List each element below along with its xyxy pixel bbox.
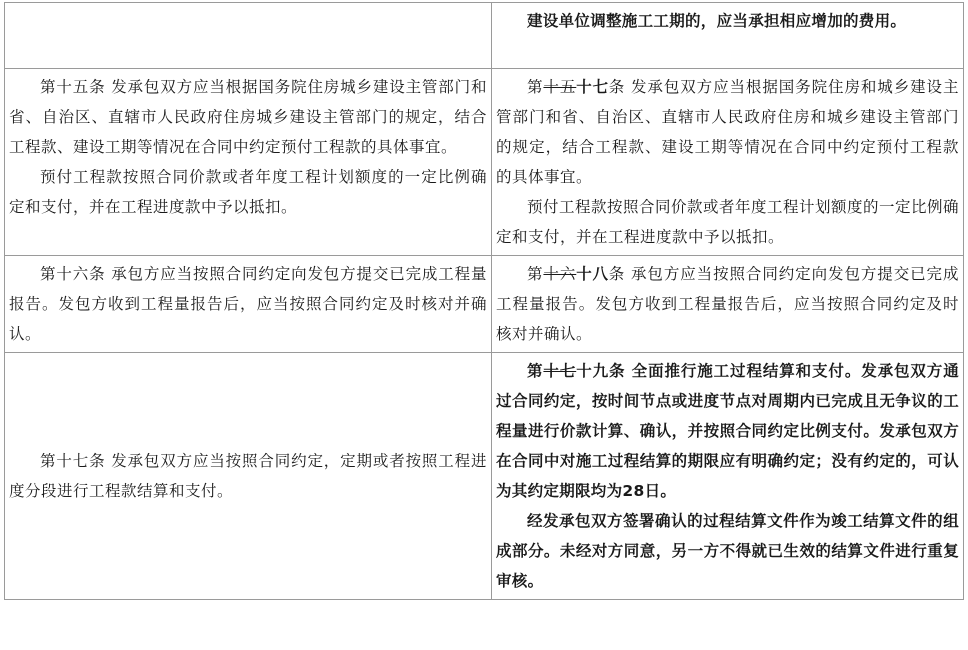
article-prefix: 第 [527, 265, 544, 283]
table-row [5, 353, 964, 600]
paragraph [496, 259, 959, 349]
new-text-cell [492, 69, 964, 256]
comparison-table [4, 2, 964, 600]
deleted-text: 十五 [543, 78, 577, 96]
paragraph: 预付工程款按照合同价款或者年度工程计划额度的一定比例确定和支付，并在工程进度款中予以抵扣。 [9, 168, 487, 216]
article-body: 条 发承包双方应当根据国务院住房和城乡建设主管部门和省、自治区、直辖市人民政府住房和城乡建设主管部门的规定，结合工程款、建设工期等情况在合同中约定预付工程款的具体事宜。 [496, 78, 959, 186]
article-body: 条 全面推行施工过程结算和支付。发承包双方通过合同约定，按时间节点或进度节点对周期内已完成且无争议的工程量进行价款计算、确认，并按照合同约定比例支付。发承包双方在合同中对施工过程结算的期限应有明确约定；没有约定的，可认为其约定期限均为28日。 [496, 362, 959, 500]
inserted-text: 十九 [576, 362, 609, 380]
table-row [5, 3, 964, 69]
new-text-cell [492, 353, 964, 600]
deleted-text: 十六 [543, 265, 577, 283]
article-prefix: 第 [527, 362, 544, 380]
article-prefix: 第 [527, 78, 544, 96]
old-text-cell [5, 3, 492, 69]
paragraph: 经发承包双方签署确认的过程结算文件作为竣工结算文件的组成部分。未经对方同意，另一方不得就已生效的结算文件进行重复审核。 [496, 512, 959, 590]
paragraph: 预付工程款按照合同价款或者年度工程计划额度的一定比例确定和支付，并在工程进度款中予以抵扣。 [496, 198, 960, 246]
table-row [5, 256, 964, 353]
deleted-text: 十七 [543, 362, 577, 380]
paragraph: 第十五条 发承包双方应当根据国务院住房城乡建设主管部门和省、自治区、直辖市人民政府住房城乡建设主管部门的规定，结合工程款、建设工期等情况在合同中约定预付工程款的具体事宜。 [9, 78, 487, 156]
paragraph [496, 356, 959, 506]
inserted-text: 十七 [576, 78, 609, 96]
paragraph [496, 72, 959, 192]
new-text-cell [492, 256, 964, 353]
table-row [5, 69, 964, 256]
paragraph: 第十七条 发承包双方应当按照合同约定，定期或者按照工程进度分段进行工程款结算和支付。 [9, 452, 487, 500]
paragraph: 建设单位调整施工工期的，应当承担相应增加的费用。 [527, 12, 907, 30]
old-text-cell [5, 256, 492, 353]
inserted-text: 十八 [576, 265, 609, 283]
new-text-cell [492, 3, 964, 69]
article-body: 条 承包方应当按照合同约定向发包方提交已完成工程量报告。发包方收到工程量报告后，应当按照合同约定及时核对并确认。 [496, 265, 959, 343]
old-text-cell [5, 353, 492, 600]
paragraph: 第十六条 承包方应当按照合同约定向发包方提交已完成工程量报告。发包方收到工程量报告后，应当按照合同约定及时核对并确认。 [9, 265, 487, 343]
old-text-cell [5, 69, 492, 256]
